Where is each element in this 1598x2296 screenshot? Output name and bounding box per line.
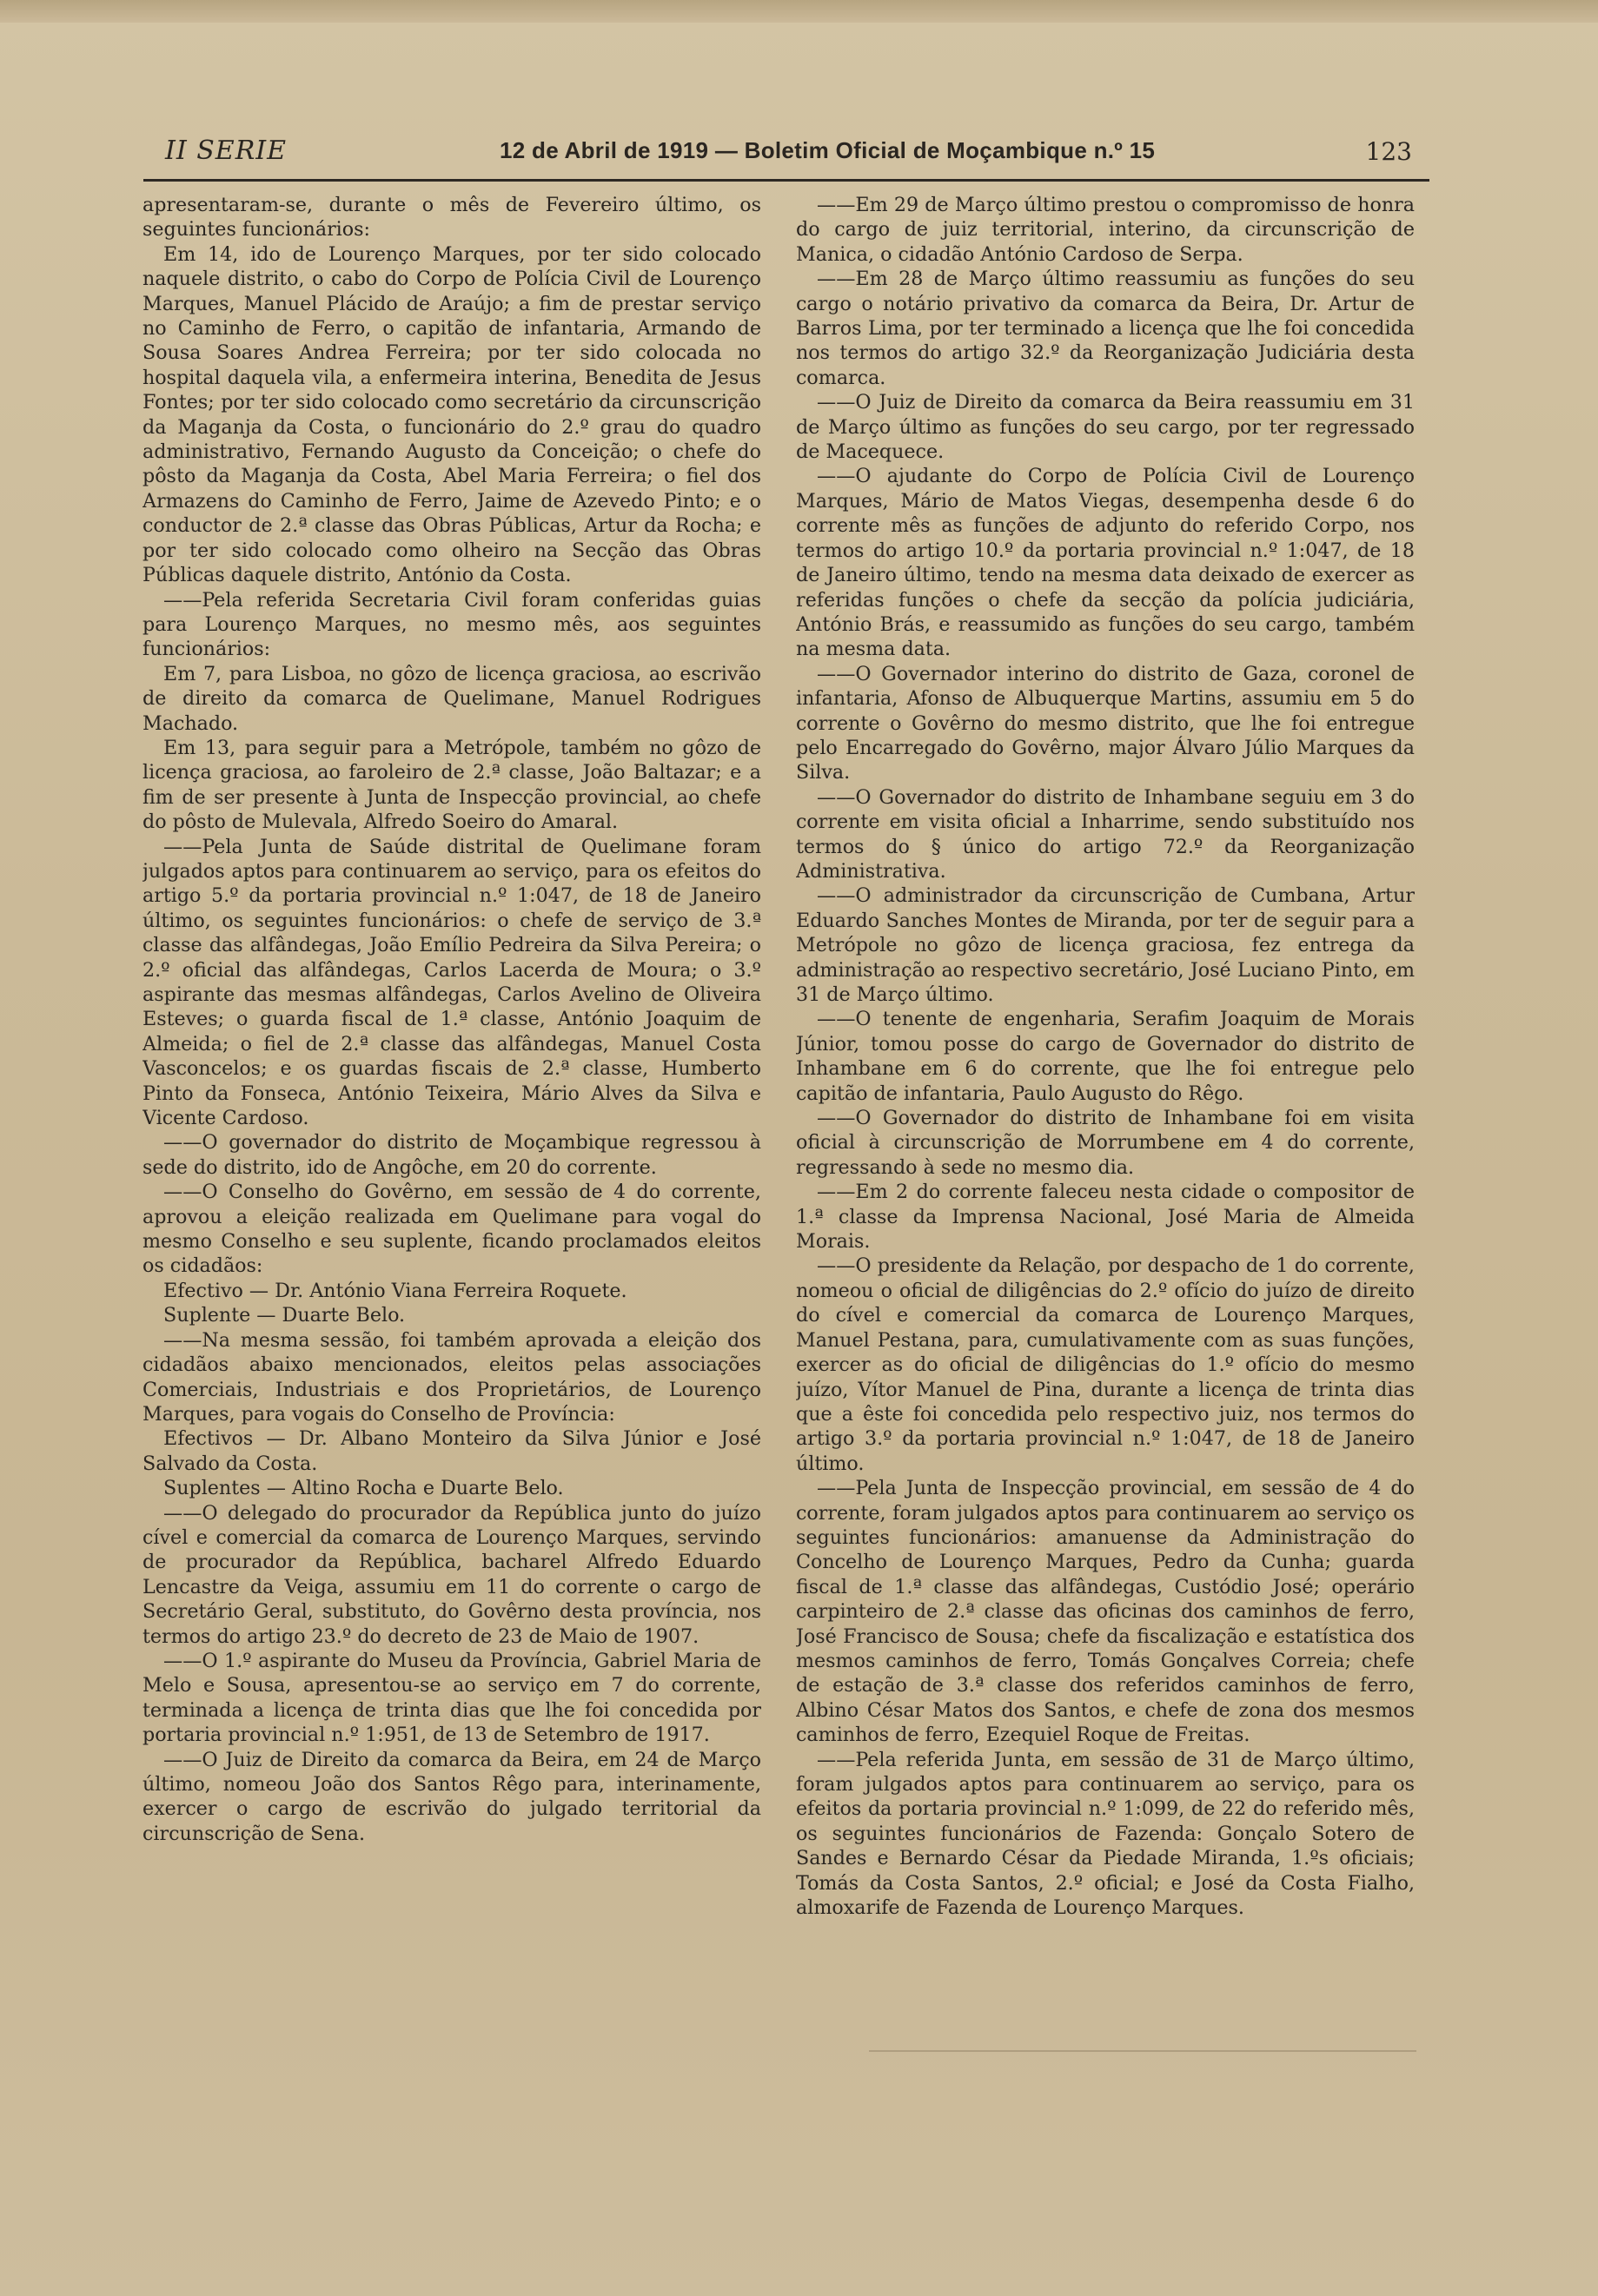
paragraph: ——Pela referida Junta, em sessão de 31 de Março último, foram julgados aptos para continuarem ao serviço, para os efeitos da portaria provincial n.º 1:099, de 22 do referido mês, os seguintes funcionários de Fazenda: Gonçalo Sotero de Sandes e Bernardo César da Piedade Miranda, 1.ºs oficiais; Tomás da Costa Santos, 2.º oficial; e José da Costa Fialho, almoxarife de Fazenda de Lourenço Marques. <box>796 1748 1415 1920</box>
paragraph: ——Em 28 de Março último reassumiu as funções do seu cargo o notário privativo da comarca da Beira, Dr. Artur de Barros Lima, por ter terminado a licença que lhe foi concedida nos termos do artigo 32.º da Reorganização Judiciária desta comarca. <box>796 268 1415 389</box>
paragraph: Em 14, ido de Lourenço Marques, por ter sido colocado naquele distrito, o cabo do Corpo de Polícia Civil de Lourenço Marques, Manuel Plácido de Araújo; a fim de prestar serviço no Caminho de Ferro, o capitão de infantaria, Armando de Sousa Soares Andrea Ferreira; por ter sido colocada no hospital daquela vila, a enfermeira interina, Benedita de Jesus Fontes; por ter sido colocado como secretário da circunscrição da Maganja da Costa, o funcionário do 2.º grau do quadro administrativo, Fernando Augusto da Conceição; o chefe do pôsto da Maganja da Costa, Abel Maria Ferreira; o fiel dos Armazens do Caminho de Ferro, Jaime de Azevedo Pinto; e o conductor de 2.ª classe das Obras Públicas, Artur da Rocha; e por ter sido colocado como olheiro na Secção das Obras Públicas daquele distrito, António da Costa. <box>143 242 761 587</box>
paragraph: ——Na mesma sessão, foi também aprovada a eleição dos cidadãos abaixo mencionados, eleitos pelas associações Comerciais, Industriais e dos Proprietários, de Lourenço Marques, para vogais do Conselho de Província: <box>143 1328 761 1426</box>
paper-top-edge <box>0 0 1598 23</box>
paragraph: Em 13, para seguir para a Metrópole, também no gôzo de licença graciosa, ao faroleiro de 2.ª classe, João Baltazar; e a fim de ser presente à Junta de Inspecção provincial, ao chefe do pôsto de Mulevala, Alfredo Soeiro do Amaral. <box>143 736 761 834</box>
left-column <box>143 193 761 2074</box>
paragraph: ——Pela Junta de Saúde distrital de Quelimane foram julgados aptos para continuarem ao serviço, para os efeitos do artigo 5.º da portaria provincial n.º 1:047, de 18 de Janeiro último, os seguintes funcionários: o chefe de serviço de 3.ª classe das alfândegas, João Emílio Pedreira da Silva Pereira; o 2.º oficial das alfândegas, Carlos Lacerda de Moura; o 3.º aspirante das mesmas alfândegas, Carlos Avelino de Oliveira Esteves; o guarda fiscal de 1.ª classe, António Joaquim de Almeida; o fiel de 2.ª classe das alfândegas, Manuel Costa Vasconcelos; e os guardas fiscais de 2.ª classe, Humberto Pinto da Fonseca, António Teixeira, Mário Alves da Silva e Vicente Cardoso. <box>143 835 761 1130</box>
paragraph: Suplente — Duarte Belo. <box>163 1304 406 1327</box>
series-label: II SERIE <box>165 136 288 166</box>
paragraph: ——O Governador interino do distrito de Gaza, coronel de infantaria, Afonso de Albuquerque Martins, assumiu em 5 do corrente o Govêrno do mesmo distrito, que lhe foi entregue pelo Encarregado do Govêrno, major Álvaro Júlio Marques da Silva. <box>796 662 1415 784</box>
paragraph: ——O delegado do procurador da República junto do juízo cível e comercial da comarca de Lourenço Marques, servindo de procurador da República, bacharel Alfredo Eduardo Lencastre da Veiga, assumiu em 11 do corrente o cargo de Secretário Geral, substituto, do Govêrno desta província, nos termos do artigo 23.º do decreto de 23 de Maio de 1907. <box>143 1501 761 1648</box>
paragraph: ——Pela referida Secretaria Civil foram conferidas guias para Lourenço Marques, no mesmo mês, aos seguintes funcionários: <box>143 588 761 661</box>
paragraph: ——Em 2 do corrente faleceu nesta cidade o compositor de 1.ª classe da Imprensa Nacional, José Maria de Almeida Morais. <box>796 1181 1415 1254</box>
paragraph: ——O presidente da Relação, por despacho de 1 do corrente, nomeou o oficial de diligências do 2.º ofício do juízo de direito do cível e comercial da comarca de Lourenço Marques, Manuel Pestana, para, cumulativamente com as suas funções, exercer as do oficial de diligências do 1.º ofício do mesmo juízo, Vítor Manuel de Pina, durante a licença de trinta dias que a êste foi concedida pelo respectivo juiz, nos termos do artigo 3.º da portaria provincial n.º 1:047, de 18 de Janeiro último. <box>796 1254 1415 1475</box>
bulletin-title: 12 de Abril de 1919 — Boletim Oficial de Moçambique n.º 15 <box>500 137 1156 163</box>
paragraph: ——O tenente de engenharia, Serafim Joaquim de Morais Júnior, tomou posse do cargo de Governador do distrito de Inhambane em 6 do corrente, que lhe foi entregue pelo capitão de infantaria, Paulo Augusto do Rêgo. <box>796 1008 1415 1105</box>
paragraph: ——O Governador do distrito de Inhambane seguiu em 3 do corrente em visita oficial a Inharrime, sendo substituído nos termos do § único do artigo 72.º da Reorganização Administrativa. <box>796 785 1415 883</box>
paragraph: Efectivo — Dr. António Viana Ferreira Roquete. <box>163 1279 627 1302</box>
right-column <box>796 193 1415 2074</box>
page-number: 123 <box>1365 137 1412 166</box>
paragraph: Suplentes — Altino Rocha e Duarte Belo. <box>163 1477 564 1500</box>
paragraph: ——O 1.º aspirante do Museu da Província, Gabriel Maria de Melo e Sousa, apresentou-se ao serviço em 7 do corrente, terminada a licença de trinta dias que lhe foi concedida por portaria provincial n.º 1:951, de 13 de Setembro de 1917. <box>143 1649 761 1747</box>
paragraph: ——Em 29 de Março último prestou o compromisso de honra do cargo de juiz territorial, interino, da circunscrição de Manica, o cidadão António Cardoso de Serpa. <box>796 194 1415 266</box>
paragraph: ——O Governador do distrito de Inhambane foi em visita oficial à circunscrição de Morrumbene em 4 do corrente, regressando à sede no mesmo dia. <box>796 1107 1415 1179</box>
page-fold-mark <box>869 2050 1416 2052</box>
paragraph: Em 7, para Lisboa, no gôzo de licença graciosa, ao escrivão de direito da comarca de Quelimane, Manuel Rodrigues Machado. <box>143 662 761 735</box>
paragraph: ——O governador do distrito de Moçambique regressou à sede do distrito, ido de Angôche, em 20 do corrente. <box>143 1131 761 1179</box>
paragraph: ——Pela Junta de Inspecção provincial, em sessão de 4 do corrente, foram julgados aptos para continuarem ao serviço os seguintes funcionários: amanuense da Administração do Concelho de Lourenço Marques, Pedro da Cunha; guarda fiscal de 1.ª classe das alfândegas, Custódio José; operário carpinteiro de 2.ª classe das oficinas dos caminhos de ferro, José Francisco de Sousa; chefe da fiscalização e estatística dos mesmos caminhos de ferro, Tomás Gonçalves Correia; chefe de estação de 3.ª classe dos referidos caminhos de ferro, Albino César Matos dos Santos, e chefe de zona dos mesmos caminhos de ferro, Ezequiel Roque de Freitas. <box>796 1477 1415 1747</box>
paragraph: ——O Conselho do Govêrno, em sessão de 4 do corrente, aprovou a eleição realizada em Quelimane para vogal do mesmo Conselho e seu suplente, ficando proclamados eleitos os cidadãos: <box>143 1181 761 1278</box>
header-rule <box>143 179 1429 182</box>
paragraph: Efectivos — Dr. Albano Monteiro da Silva Júnior e José Salvado da Costa. <box>143 1427 761 1475</box>
paragraph: ——O ajudante do Corpo de Polícia Civil de Lourenço Marques, Mário de Matos Viegas, desempenha desde 6 do corrente mês as funções de adjunto do referido Corpo, nos termos do artigo 10.º da portaria provincial n.º 1:047, de 18 de Janeiro último, tendo na mesma data deixado de exercer as referidas funções o chefe da secção da polícia judiciária, António Brás, e reassumido as funções do seu cargo, também na mesma data. <box>796 465 1415 661</box>
paragraph: ——O Juiz de Direito da comarca da Beira, em 24 de Março último, nomeou João dos Santos Rêgo para, interinamente, exercer o cargo de escrivão do julgado territorial da circunscrição de Sena. <box>143 1748 761 1845</box>
page-header <box>165 136 1412 170</box>
paragraph: apresentaram-se, durante o mês de Fevereiro último, os seguintes funcionários: <box>143 194 761 242</box>
paragraph: ——O Juiz de Direito da comarca da Beira reassumiu em 31 de Março último as funções do seu cargo, por ter regressado de Macequece. <box>796 391 1415 464</box>
paragraph: ——O administrador da circunscrição de Cumbana, Artur Eduardo Sanches Montes de Miranda, por ter de seguir para a Metrópole no gôzo de licença graciosa, fez entrega da administração ao respectivo secretário, José Luciano Pinto, em 31 de Março último. <box>796 884 1415 1006</box>
